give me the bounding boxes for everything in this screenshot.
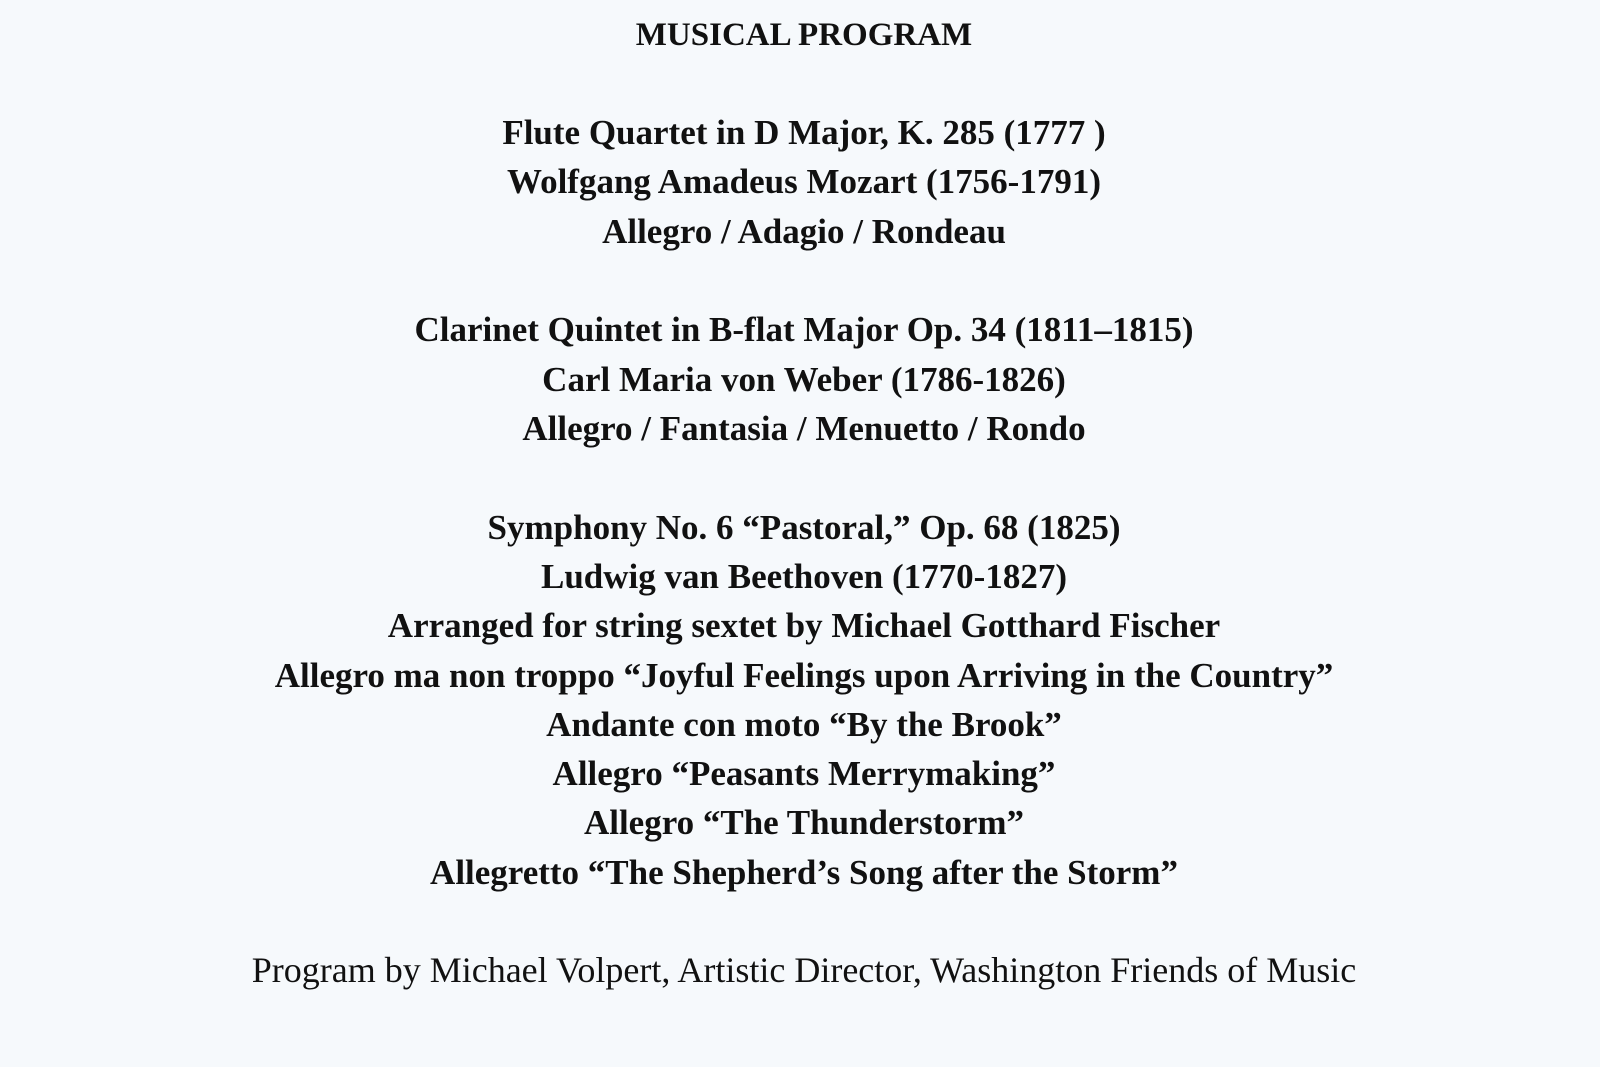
piece-title: Symphony No. 6 “Pastoral,” Op. 68 (1825) xyxy=(487,508,1121,547)
composer: Carl Maria von Weber (1786-1826) xyxy=(542,360,1066,399)
piece-title: Clarinet Quintet in B-flat Major Op. 34 (1811–1815) xyxy=(414,310,1194,349)
program-title: MUSICAL PROGRAM xyxy=(635,17,973,53)
movements: Allegro / Fantasia / Menuetto / Rondo xyxy=(522,409,1086,448)
piece-title: Flute Quartet in D Major, K. 285 (1777 ) xyxy=(502,113,1106,152)
composer: Wolfgang Amadeus Mozart (1756-1791) xyxy=(507,162,1101,201)
composer: Ludwig van Beethoven (1770-1827) xyxy=(541,557,1067,596)
movement: Allegro ma non troppo “Joyful Feelings upon Arriving in the Country” xyxy=(274,656,1334,695)
arrangement: Arranged for string sextet by Michael Gotthard Fischer xyxy=(387,606,1221,645)
movement: Allegretto “The Shepherd’s Song after the Storm” xyxy=(430,853,1178,892)
movements: Allegro / Adagio / Rondeau xyxy=(602,212,1006,251)
movement: Allegro “Peasants Merrymaking” xyxy=(552,754,1056,793)
program-credit: Program by Michael Volpert, Artistic Director, Washington Friends of Music xyxy=(251,950,1357,990)
movement: Andante con moto “By the Brook” xyxy=(546,705,1062,744)
movement: Allegro “The Thunderstorm” xyxy=(583,803,1025,842)
